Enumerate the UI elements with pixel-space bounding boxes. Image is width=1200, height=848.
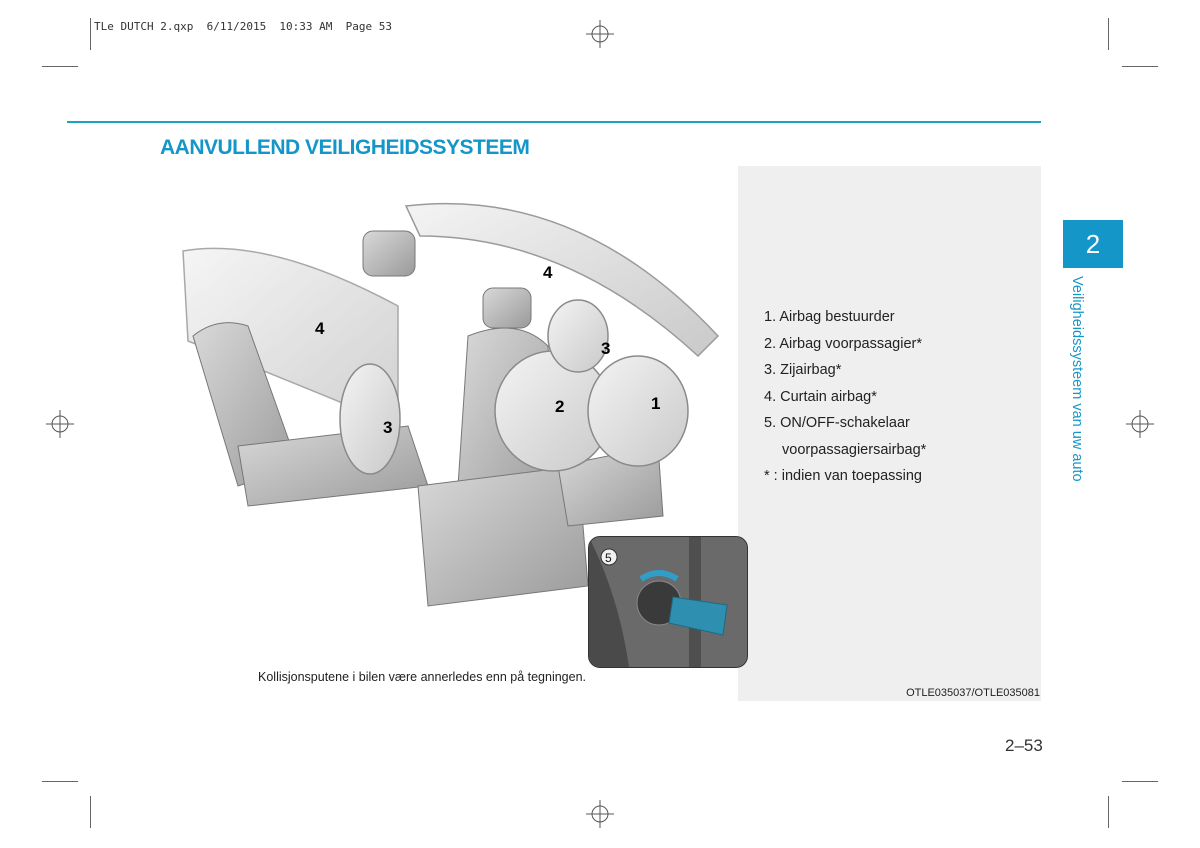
callout-passenger: 2 (555, 397, 565, 416)
registration-mark-icon (586, 800, 614, 828)
legend-item: 5. ON/OFF-schakelaar (764, 415, 910, 431)
legend-item: 4. Curtain airbag* (764, 388, 877, 405)
callout-driver: 1 (651, 394, 661, 413)
chapter-title: Veiligheidssysteem van uw auto (1069, 276, 1085, 482)
callout-side-left: 3 (383, 418, 393, 437)
page-number: 2–53 (1005, 736, 1043, 755)
registration-mark-icon (1126, 410, 1154, 438)
callout-curtain-right: 4 (543, 263, 553, 282)
chapter-tab: 2 (1063, 220, 1123, 268)
onoff-switch-illustration (589, 537, 747, 667)
legend-item: 1. Airbag bestuurder (764, 309, 895, 325)
chapter-title-vertical (1069, 276, 1089, 526)
switch-inset (588, 536, 748, 668)
callout-curtain-left: 4 (315, 319, 325, 338)
registration-mark-icon (586, 20, 614, 48)
print-meta: TLe DUTCH 2.qxp 6/11/2015 10:33 AM Page 53 (94, 20, 393, 33)
legend-item-continued: voorpassagiersairbag* (782, 441, 927, 458)
callout-side-right: 3 (601, 339, 611, 358)
registration-mark-icon (46, 410, 74, 438)
legend-item: 2. Airbag voorpassagier* (764, 335, 922, 352)
figure-legend (764, 304, 926, 490)
header-rule (67, 121, 1041, 123)
page-title: AANVULLEND VEILIGHEIDSSYSTEEM (160, 136, 530, 159)
figure-code: OTLE035037/OTLE035081 (906, 687, 1040, 699)
figure-caption: Kollisjonsputene i bilen være annerledes enn på tegningen. (258, 670, 587, 684)
legend-footnote: * : indien van toepassing (764, 468, 922, 484)
callout-switch: 5 (605, 551, 612, 565)
legend-item: 3. Zijairbag* (764, 362, 842, 378)
